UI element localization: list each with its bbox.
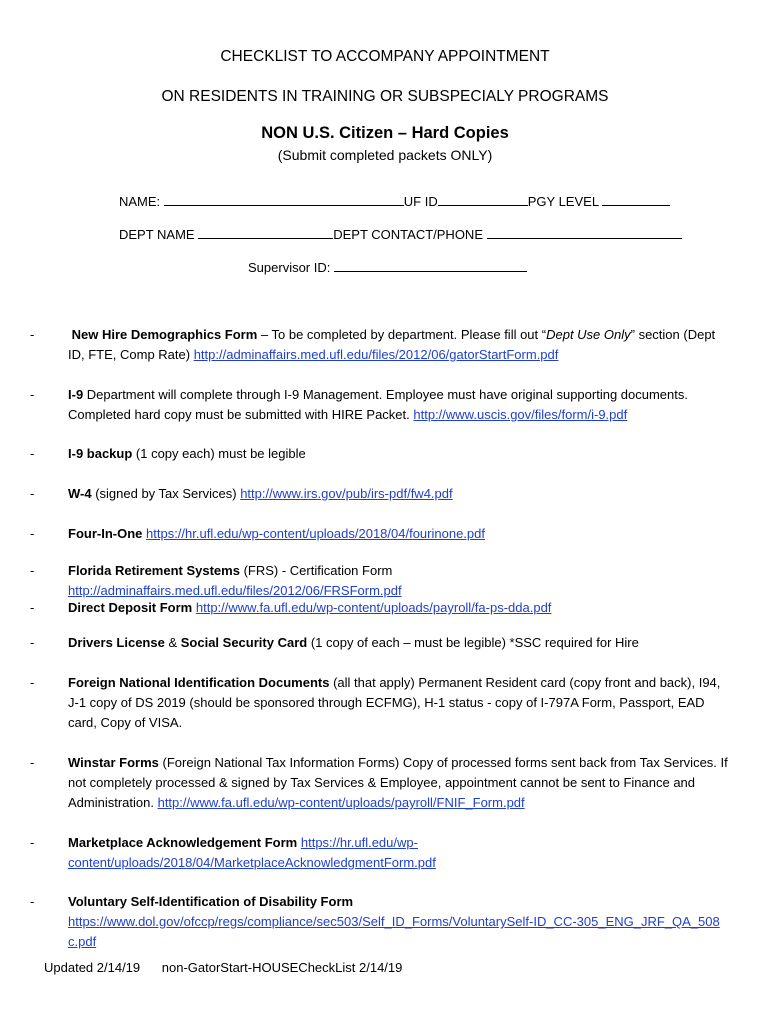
item-desc: (FRS) - Certification Form [239,563,393,578]
item-desc-2: ” section (Dept ID, FTE, Comp Rate) [68,327,716,362]
item-text [68,484,728,504]
item-title: Florida Retirement Systems [68,563,240,578]
item-desc: (Foreign National Tax Information Forms) Copy of processed forms sent back from Tax Services. If not completely processed & signed by Tax Services & Employee, appointment cannot be sent to Finance and Administration. [68,755,728,810]
item-text [68,833,728,873]
item-title: Winstar Forms [68,755,159,770]
item-title: Marketplace Acknowledgement Form [68,835,298,850]
item-link[interactable]: https://hr.ufl.edu/wp-content/uploads/2018/04/fourinone.pdf [146,526,485,541]
item-desc: – To be completed by department. Please fill out “ [257,327,547,342]
item-title: Voluntary Self-Identification of Disability Form [68,894,354,909]
footer-updated: Updated 2/14/19 [44,960,141,975]
item-text [68,892,728,952]
pgy-label: PGY LEVEL [527,194,599,209]
item-text [68,325,728,365]
item-text [68,753,728,813]
item-desc: (signed by Tax Services) [91,486,241,501]
supervisor-row [248,259,527,275]
item-text [68,633,728,653]
item-title: Direct Deposit Form [68,600,193,615]
title-line-1: CHECKLIST TO ACCOMPANY APPOINTMENT [220,48,550,65]
bullet-dash: - [30,755,35,770]
item-title: Drivers License [68,635,165,650]
item-link[interactable]: http://www.fa.ufl.edu/wp-content/uploads/payroll/FNIF_Form.pdf [157,795,525,810]
item-title: Four-In-One [68,526,143,541]
item-title: I-9 backup [68,446,133,461]
item-link[interactable]: http://adminaffairs.med.ufl.edu/files/2012/06/FRSForm.pdf [68,583,402,598]
item-text [68,444,728,464]
name-label: NAME: [119,194,161,209]
dept-row [119,226,682,242]
bullet-dash: - [30,486,35,501]
item-title: W-4 [68,486,92,501]
pgy-field[interactable] [602,193,670,206]
item-text [68,385,728,425]
item-text [68,561,728,601]
bullet-dash: - [30,635,35,650]
bullet-dash: - [30,835,35,850]
item-text [68,524,728,544]
item-desc: & [164,635,181,650]
item-title: Foreign National Identification Documents [68,675,330,690]
item-desc-2: (1 copy of each – must be legible) *SSC required for Hire [307,635,639,650]
ufid-field[interactable] [438,193,528,206]
bullet-dash: - [30,600,35,615]
item-link[interactable]: https://www.dol.gov/ofccp/regs/compliance/sec503/Self_ID_Forms/VoluntarySelf-ID_CC-305_ENG_JRF_QA_508c.pdf [68,914,720,949]
footer-doc-name: non-GatorStart-HOUSECheckList 2/14/19 [161,960,403,975]
dept-contact-field[interactable] [487,226,682,239]
item-title: New Hire Demographics Form [71,327,258,342]
page-footer [44,960,420,975]
name-field[interactable] [164,193,404,206]
bullet-dash: - [30,387,35,402]
item-desc: (all that apply) Permanent Resident card (copy front and back), I94, J-1 copy of DS 2019 (should be sponsored through ECFMG), H-1 status - copy of I-797A Form, Passport, EAD card, Copy of VISA. [68,675,721,730]
item-desc: Department will complete through I-9 Management. Employee must have original supporting documents. Completed hard copy must be submitted with HIRE Packet. [68,387,688,422]
item-link[interactable]: http://www.irs.gov/pub/irs-pdf/fw4.pdf [240,486,453,501]
item-link[interactable]: http://www.uscis.gov/files/form/i-9.pdf [413,407,628,422]
item-link[interactable]: https://hr.ufl.edu/wp-content/uploads/2018/04/MarketplaceAcknowledgmentForm.pdf [68,835,436,870]
dept-name-label: DEPT NAME [119,227,195,242]
item-emphasis: Dept Use Only [546,327,631,342]
item-text [68,673,728,733]
bullet-dash: - [30,894,35,909]
item-text [68,598,728,618]
supervisor-label: Supervisor ID: [248,260,331,275]
item-desc: (1 copy each) must be legible [132,446,306,461]
supervisor-field[interactable] [334,259,527,272]
dept-contact-label: DEPT CONTACT/PHONE [333,227,483,242]
item-title-2: Social Security Card [180,635,308,650]
name-row [119,193,670,209]
bullet-dash: - [30,563,35,578]
ufid-label: UF ID [403,194,438,209]
bullet-dash: - [30,526,35,541]
bullet-dash: - [30,675,35,690]
title-line-2: ON RESIDENTS IN TRAINING OR SUBSPECIALY PROGRAMS [161,88,609,105]
section-heading: NON U.S. Citizen – Hard Copies [261,124,509,142]
section-subheading: (Submit completed packets ONLY) [277,147,493,163]
dept-name-field[interactable] [198,226,333,239]
item-link[interactable]: http://www.fa.ufl.edu/wp-content/uploads/payroll/fa-ps-dda.pdf [195,600,552,615]
item-title: I-9 [68,387,84,402]
bullet-dash: - [30,327,35,342]
item-link[interactable]: http://adminaffairs.med.ufl.edu/files/2012/06/gatorStartForm.pdf [193,347,559,362]
bullet-dash: - [30,446,35,461]
